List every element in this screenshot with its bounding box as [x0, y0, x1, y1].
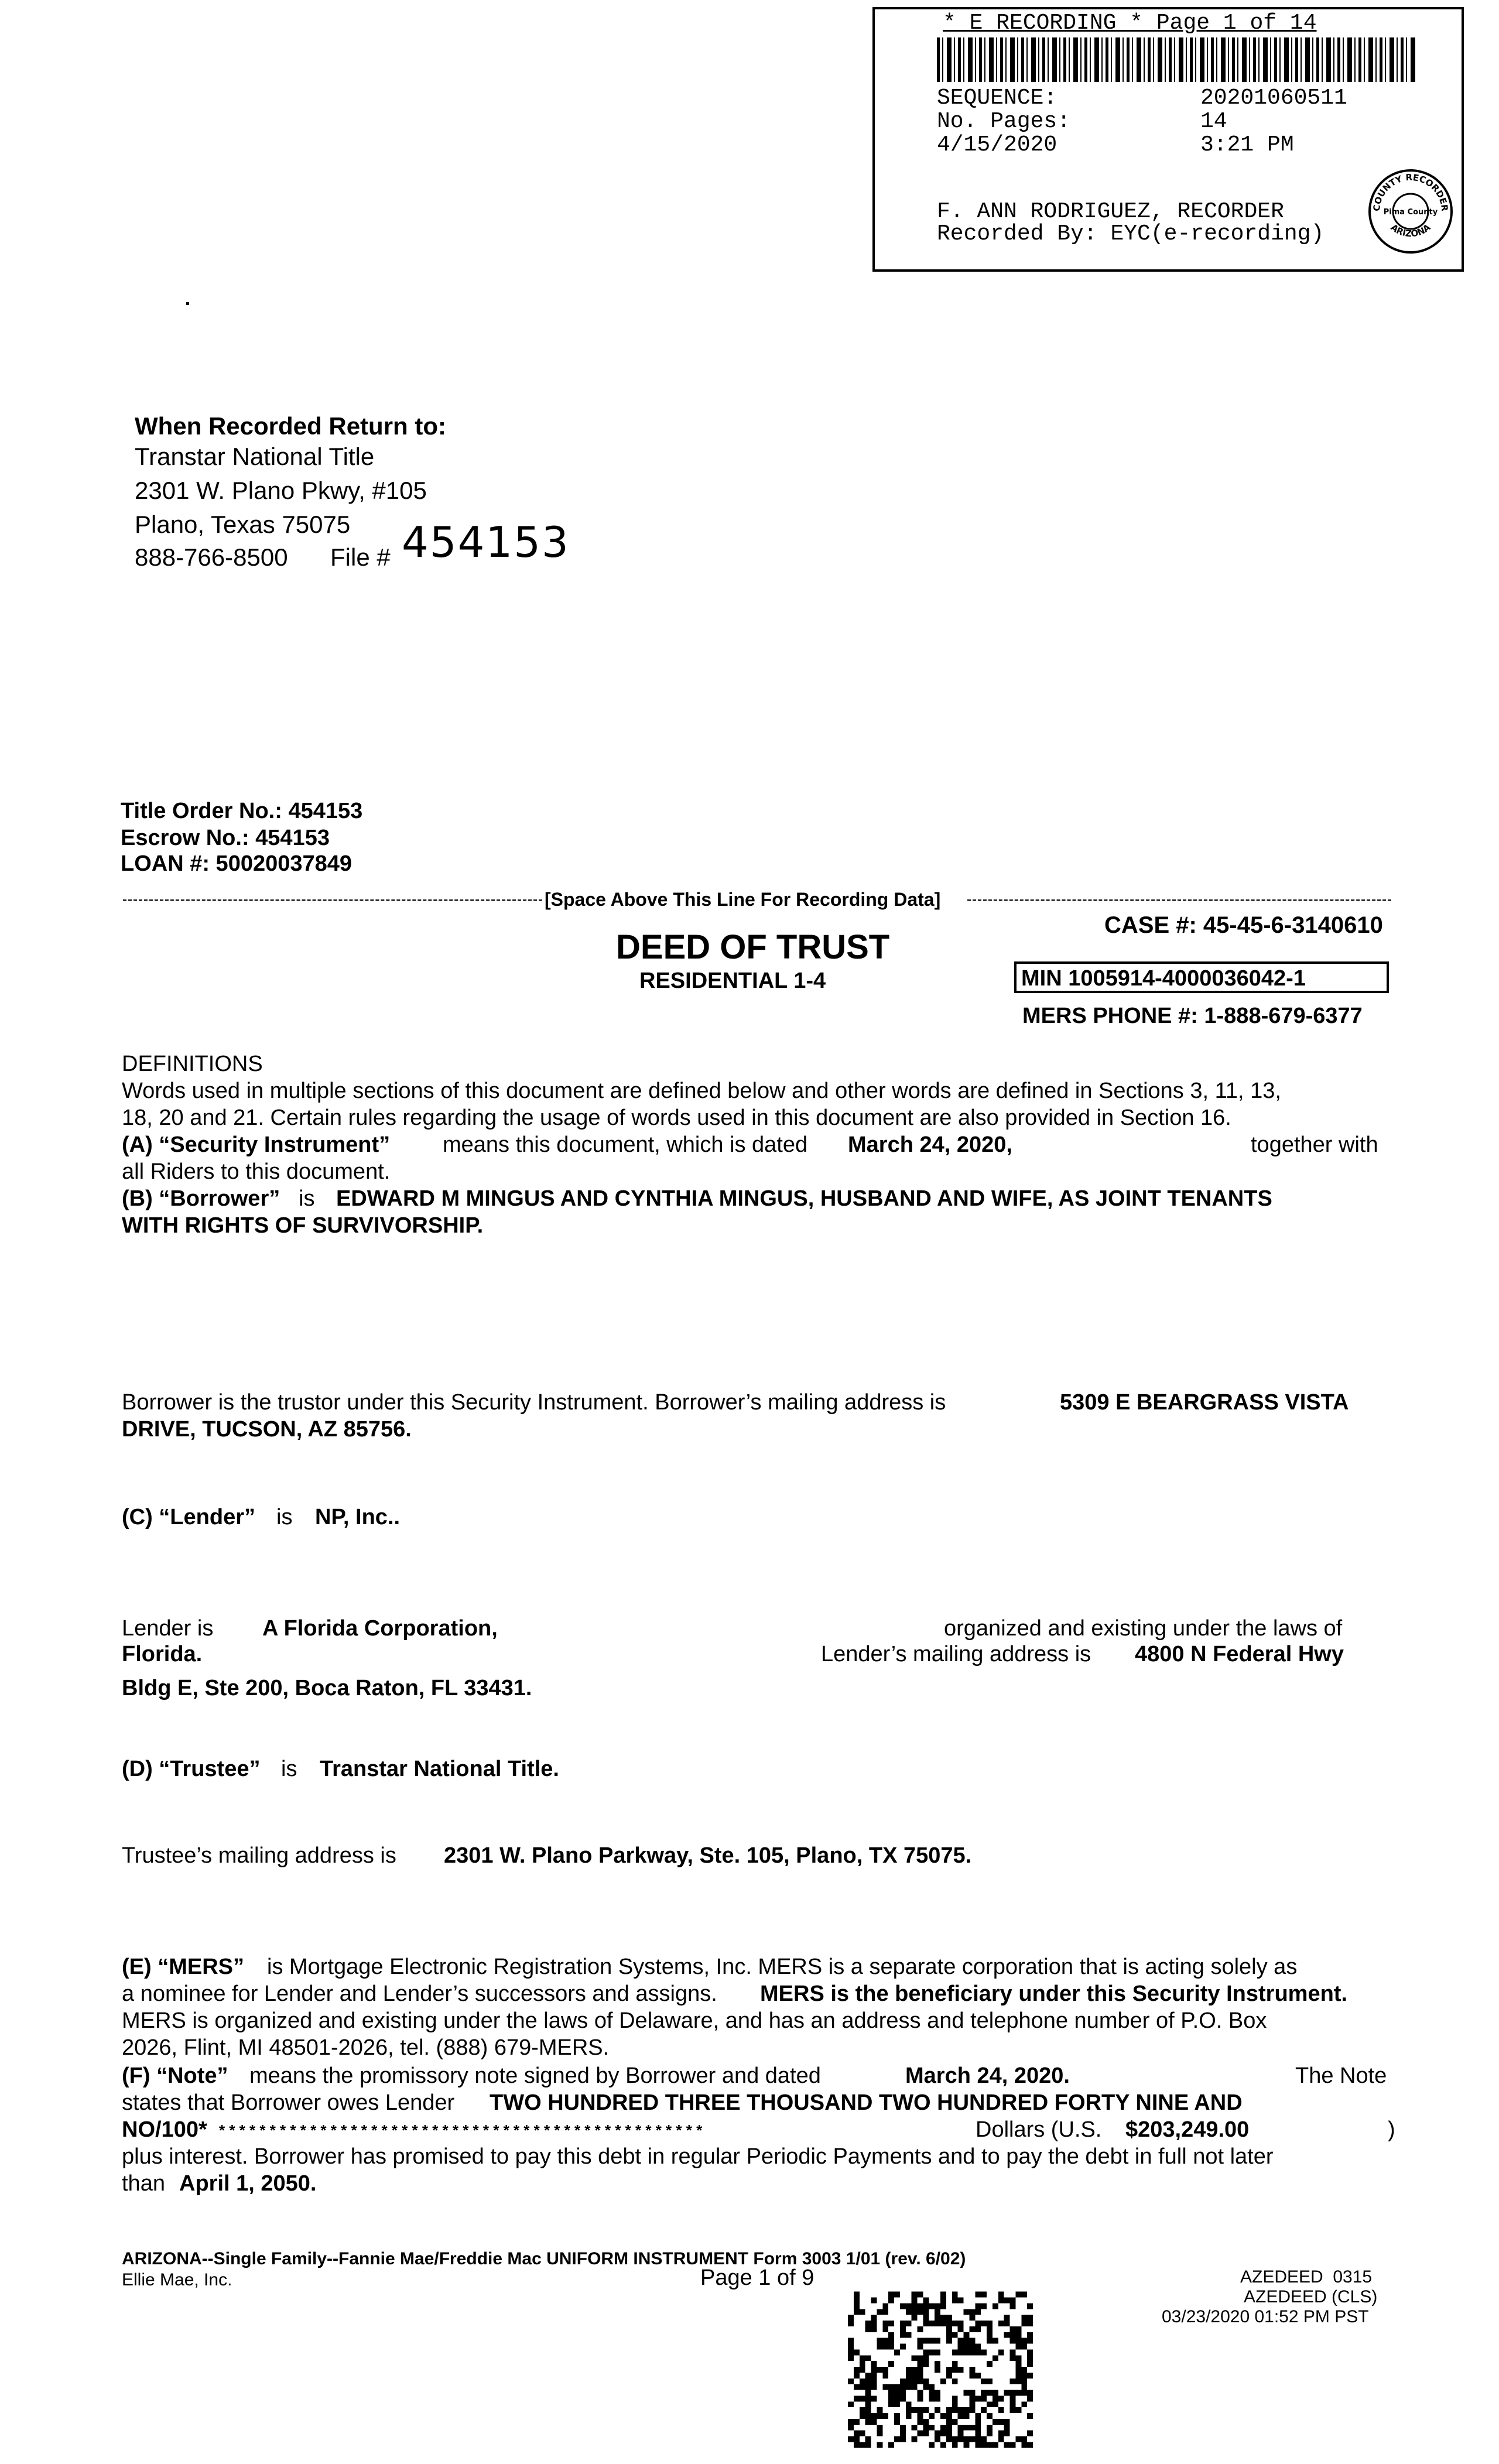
def-e-line1: is Mortgage Electronic Registration Systems, Inc. MERS is a separate corporation that is acting solely as	[267, 1955, 1298, 1979]
recording-barcode	[937, 37, 1417, 82]
def-a-label: (A) “Security Instrument”	[122, 1132, 391, 1157]
lender-address-1: 4800 N Federal Hwy	[1135, 1642, 1344, 1666]
lender-state: Florida.	[122, 1642, 203, 1666]
recorded-by: Recorded By: EYC(e-recording)	[937, 221, 1325, 247]
def-b-label: (B) “Borrower”	[122, 1186, 280, 1211]
county-seal-icon	[1367, 167, 1454, 255]
footer-form-id: ARIZONA--Single Family--Fannie Mae/Freddie Mac UNIFORM INSTRUMENT Form 3003 1/01 (rev. 6/02)	[122, 2249, 966, 2268]
def-f-line2-a: states that Borrower owes Lender	[122, 2090, 455, 2115]
def-e-line2-a: a nominee for Lender and Lender’s successors and assigns.	[122, 1982, 717, 2006]
seal-center-text: Pima County	[1383, 208, 1438, 217]
def-e-label: (E) “MERS”	[122, 1955, 244, 1979]
min-number: MIN 1005914-4000036042-1	[1021, 966, 1306, 991]
record-date: 4/15/2020	[937, 132, 1057, 158]
def-f-text: means the promissory note signed by Borrower and dated	[249, 2063, 821, 2088]
def-b-is: is	[299, 1186, 315, 1211]
pages-value: 14	[1200, 109, 1227, 134]
divider-left	[123, 899, 542, 901]
def-f-the-note: The Note	[1295, 2063, 1387, 2088]
document-subtitle: RESIDENTIAL 1-4	[639, 969, 826, 993]
title-order-number: Title Order No.: 454153	[121, 799, 363, 823]
def-d-is: is	[281, 1757, 297, 1781]
footer-page-number: Page 1 of 9	[700, 2265, 814, 2290]
def-f-close-paren: )	[1388, 2117, 1395, 2142]
record-time: 3:21 PM	[1200, 132, 1294, 158]
return-to-heading: When Recorded Return to:	[135, 412, 446, 440]
def-f-date: March 24, 2020.	[905, 2063, 1070, 2088]
trustee-address: 2301 W. Plano Parkway, Ste. 105, Plano, TX 75075.	[444, 1843, 972, 1868]
pages-label: No. Pages:	[937, 109, 1071, 134]
def-f-label: (F) “Note”	[122, 2063, 228, 2088]
file-label: File #	[330, 543, 391, 571]
lender-mailing-label: Lender’s mailing address is	[821, 1642, 1091, 1666]
min-box	[1014, 961, 1389, 993]
borrower-address-2: DRIVE, TUCSON, AZ 85756.	[122, 1417, 412, 1442]
seal-top-text: COUNTY RECORDER	[1371, 172, 1450, 212]
def-f-dollars: Dollars (U.S.	[976, 2117, 1102, 2142]
def-b-value-1: EDWARD M MINGUS AND CYNTHIA MINGUS, HUSBAND AND WIFE, AS JOINT TENANTS	[336, 1186, 1272, 1211]
lender-address-2: Bldg E, Ste 200, Boca Raton, FL 33431.	[122, 1676, 532, 1700]
return-to-line3: Plano, Texas 75075	[135, 511, 351, 538]
return-to-line2: 2301 W. Plano Pkwy, #105	[135, 477, 427, 504]
def-a-together: together with	[1251, 1132, 1378, 1157]
escrow-number: Escrow No.: 454153	[121, 826, 330, 850]
lender-organized: organized and existing under the laws of	[944, 1616, 1343, 1641]
def-f-stars: * * * * * * * * * * * * * * * * * * * * * * * * * * * * * * * * * * * * * * * * * * * * * * * *	[219, 2121, 703, 2139]
def-e-line3: MERS is organized and existing under the laws of Delaware, and has an address and telephone number of P.O. Box	[122, 2008, 1267, 2033]
seal-bottom-text: ARIZONA	[1388, 222, 1433, 239]
return-to-phone: 888-766-8500	[135, 543, 288, 571]
divider-right	[967, 899, 1391, 901]
def-f-amount-words-2: NO/100*	[122, 2117, 207, 2142]
def-f-line5-b: April 1, 2050.	[179, 2171, 317, 2196]
footer-vendor: Ellie Mae, Inc.	[122, 2270, 232, 2290]
lender-type: A Florida Corporation,	[262, 1616, 498, 1641]
definitions-intro-1: Words used in multiple sections of this document are defined below and other words are defined in Sections 3, 11, 13,	[122, 1079, 1281, 1103]
footer-code-2: AZEDEED (CLS)	[1244, 2287, 1378, 2306]
lender-is: Lender is	[122, 1616, 214, 1641]
sequence-value: 20201060511	[1200, 85, 1347, 111]
speck	[186, 302, 189, 305]
space-above-note: [Space Above This Line For Recording Data]	[545, 889, 941, 910]
stamp-header: * E RECORDING * Page 1 of 14	[943, 11, 1317, 36]
def-c-is: is	[276, 1505, 293, 1529]
trustee-mailing-label: Trustee’s mailing address is	[122, 1843, 396, 1868]
def-c-label: (C) “Lender”	[122, 1505, 255, 1529]
def-b-value-2: WITH RIGHTS OF SURVIVORSHIP.	[122, 1213, 484, 1238]
def-f-line5-a: than	[122, 2171, 165, 2196]
def-d-label: (D) “Trustee”	[122, 1757, 261, 1781]
borrower-trustor-text: Borrower is the trustor under this Security Instrument. Borrower’s mailing address is	[122, 1390, 946, 1415]
borrower-address-1: 5309 E BEARGRASS VISTA	[1060, 1390, 1349, 1415]
def-d-value: Transtar National Title.	[320, 1757, 559, 1781]
recorder-name: F. ANN RODRIGUEZ, RECORDER	[937, 199, 1284, 224]
def-e-line4: 2026, Flint, MI 48501-2026, tel. (888) 679-MERS.	[122, 2035, 610, 2060]
document-2d-barcode	[848, 2291, 1033, 2449]
def-a-line2: all Riders to this document.	[122, 1159, 391, 1184]
sequence-label: SEQUENCE:	[937, 85, 1057, 111]
def-c-value: NP, Inc..	[315, 1505, 401, 1529]
case-number: CASE #: 45-45-6-3140610	[1104, 912, 1383, 938]
def-a-text: means this document, which is dated	[443, 1132, 808, 1157]
def-f-line4: plus interest. Borrower has promised to pay this debt in regular Periodic Payments and to pay the debt in full not later	[122, 2144, 1274, 2169]
recording-stamp	[872, 7, 1464, 272]
file-number-handwritten: 454153	[402, 518, 570, 567]
definitions-heading: DEFINITIONS	[122, 1052, 263, 1076]
return-to-line1: Transtar National Title	[135, 443, 375, 470]
footer-code-1: AZEDEED 0315	[1240, 2267, 1373, 2287]
def-f-amount-words-1: TWO HUNDRED THREE THOUSAND TWO HUNDRED FORTY NINE AND	[490, 2090, 1243, 2115]
def-e-line2-b: MERS is the beneficiary under this Security Instrument.	[760, 1982, 1348, 2006]
def-a-date: March 24, 2020,	[848, 1132, 1012, 1157]
def-f-amount: $203,249.00	[1125, 2117, 1250, 2142]
mers-phone: MERS PHONE #: 1-888-679-6377	[1022, 1004, 1363, 1028]
loan-number: LOAN #: 50020037849	[121, 851, 352, 876]
footer-timestamp: 03/23/2020 01:52 PM PST	[1162, 2307, 1369, 2326]
definitions-intro-2: 18, 20 and 21. Certain rules regarding the usage of words used in this document are also provided in Section 16.	[122, 1106, 1231, 1130]
document-title: DEED OF TRUST	[616, 928, 890, 966]
